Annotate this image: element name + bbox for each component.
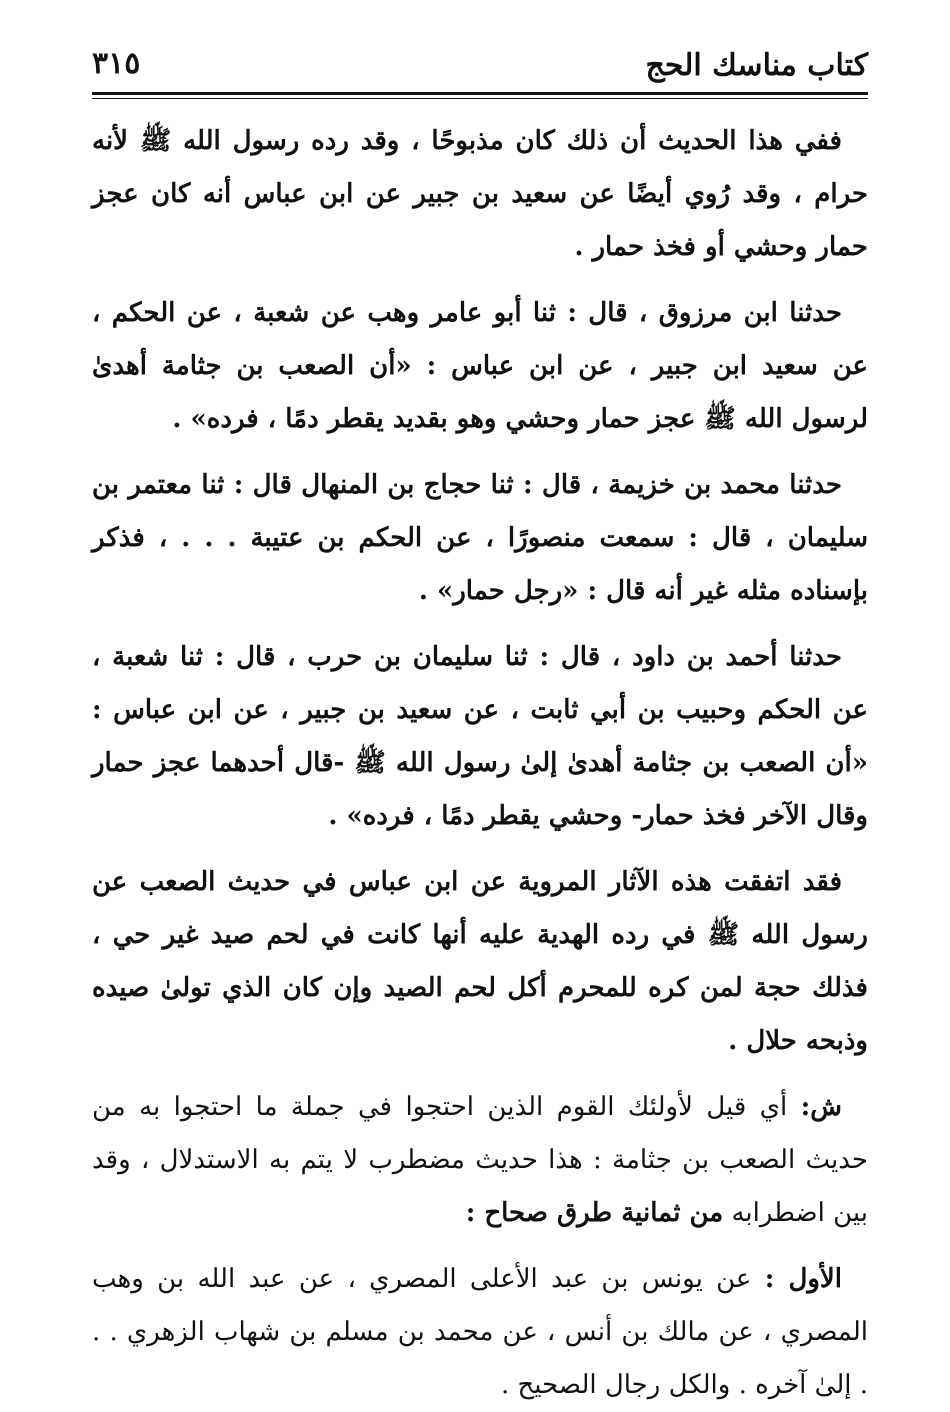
book-page <box>92 40 868 1400</box>
book-title: كتاب مناسك الحج <box>645 48 868 83</box>
page-number: ٣١٥ <box>92 46 141 81</box>
paragraph-6 <box>92 1081 868 1240</box>
item-marker: الأول : <box>764 1264 842 1294</box>
paragraph-text: حدثنا ابن مرزوق ، قال : ثنا أبو عامر وهب عن شعبة ، عن الحكم ، عن سعيد ابن جبير ، عن ابن عباس : «أن الصعب بن جثامة أهدىٰ لرسول الله ﷺ عجز حمار وحشي وهو بقديد يقطر دمًا ، فرده» . <box>92 298 868 434</box>
running-header <box>92 40 868 92</box>
paragraph-5 <box>92 856 868 1068</box>
paragraph-text: فقد اتفقت هذه الآثار المروية عن ابن عباس في حديث الصعب عن رسول الله ﷺ في رده الهدية عليه أنها كانت في لحم صيد غير حي ، فذلك حجة لمن كره للمحرم أكل لحم الصيد وإن كان الذي تولىٰ صيده وذبحه حلال . <box>92 867 868 1056</box>
paragraph-7 <box>92 1253 868 1412</box>
paragraph-text: حدثنا محمد بن خزيمة ، قال : ثنا حجاج بن المنهال قال : ثنا معتمر بن سليمان ، قال : سمعت منصورًا ، عن الحكم بن عتيبة . . . ، فذكر بإسناده مثله غير أنه قال : «رجل حمار» . <box>92 470 868 606</box>
paragraph-text: أي قيل لأولئك القوم الذين احتجوا في جملة ما احتجوا به من حديث الصعب بن جثامة : هذا حديث مضطرب لا يتم به الاستدلال ، وقد بين اضطرابه <box>92 1092 868 1228</box>
paragraph-4 <box>92 631 868 843</box>
header-rule-thick <box>92 92 868 95</box>
commentary-marker: ش: <box>800 1092 842 1122</box>
paragraph-2 <box>92 287 868 446</box>
paragraph-1 <box>92 115 868 274</box>
page-body <box>92 115 868 1412</box>
paragraph-3 <box>92 459 868 618</box>
header-rule-thin <box>92 98 868 99</box>
paragraph-text: عن يونس بن عبد الأعلى المصري ، عن عبد الله بن وهب المصري ، عن مالك بن أنس ، عن محمد بن مسلم بن شهاب الزهري . . . إلىٰ آخره . والكل رجال الصحيح . <box>92 1264 868 1400</box>
paragraph-text: ففي هذا الحديث أن ذلك كان مذبوحًا ، وقد رده رسول الله ﷺ لأنه حرام ، وقد رُوي أيضًا عن سعيد بن جبير عن ابن عباس أنه كان عجز حمار وحشي أو فخذ حمار . <box>92 126 868 262</box>
paragraph-tail: من ثمانية طرق صحاح : <box>465 1198 724 1228</box>
paragraph-text: حدثنا أحمد بن داود ، قال : ثنا سليمان بن حرب ، قال : ثنا شعبة ، عن الحكم وحبيب بن أبي ثابت ، عن سعيد بن جبير ، عن ابن عباس : «أن الصعب بن جثامة أهدىٰ إلىٰ رسول الله ﷺ -قال أحدهما عجز حمار وقال الآخر فخذ حمار- وحشي يقطر دمًا ، فرده» . <box>92 642 868 831</box>
